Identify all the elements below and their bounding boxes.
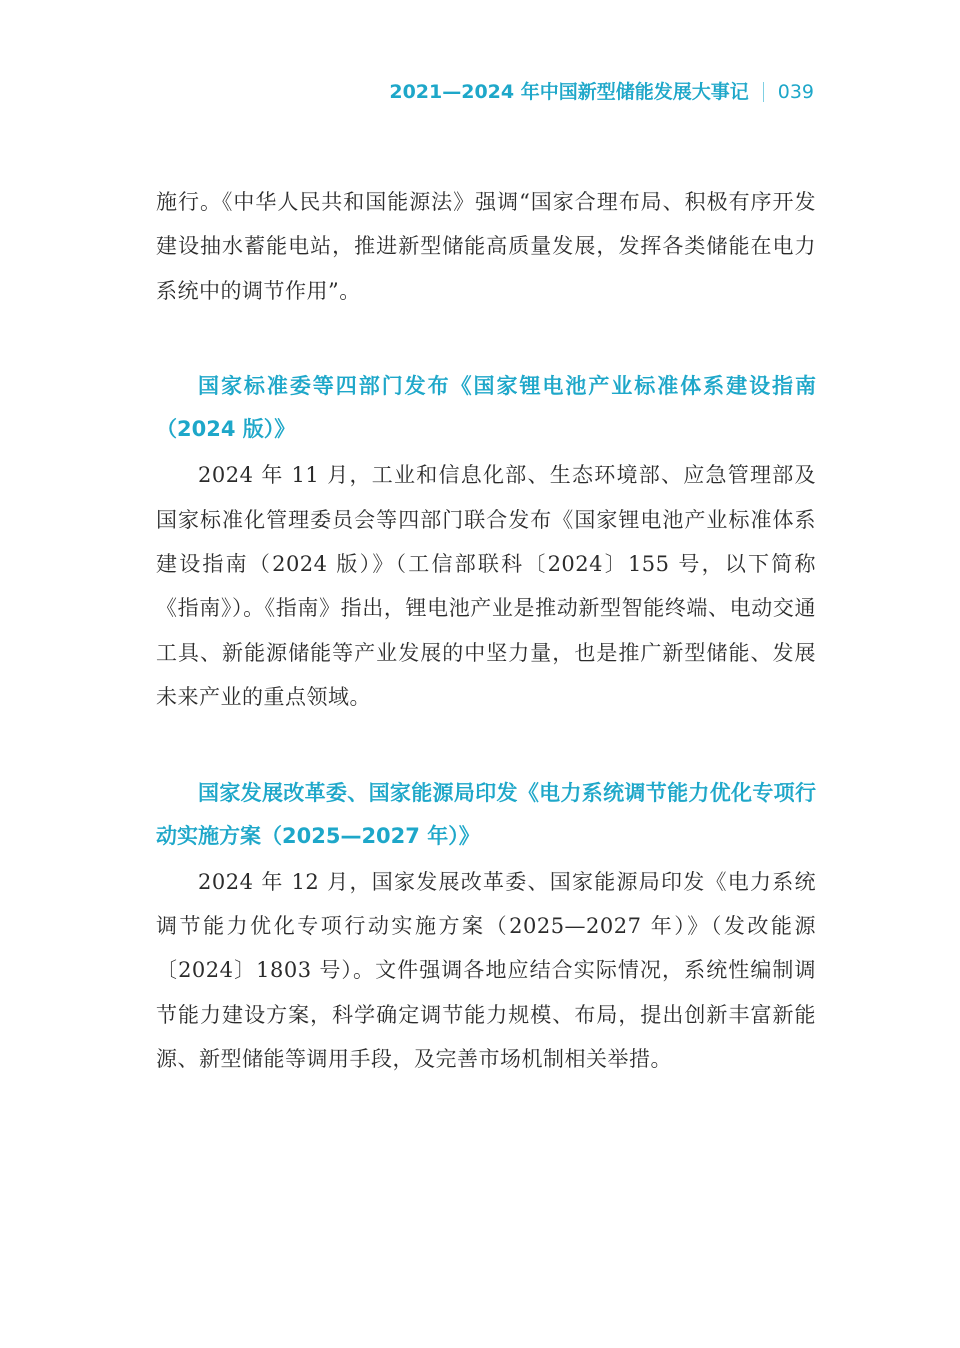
running-header: [389, 78, 814, 106]
section-body: 2024 年 11 月，工业和信息化部、生态环境部、应急管理部及国家标准化管理委员会等四部门联合发布《国家锂电池产业标准体系建设指南（2024 版）》（工信部联科〔2024〕155 号，以下简称《指南》）。《指南》指出，锂电池产业是推动新型智能终端、电动交通工具、新能源储能等产业发展的中坚力量，也是推广新型储能、发展未来产业的重点领域。: [156, 463, 816, 710]
header-divider: [763, 82, 764, 102]
header-title: 2021—2024 年中国新型储能发展大事记: [389, 81, 749, 103]
page-body: [156, 180, 816, 1082]
section-heading: 国家标准委等四部门发布《国家锂电池产业标准体系建设指南（2024 版）》: [156, 374, 816, 442]
section-body: 2024 年 12 月，国家发展改革委、国家能源局印发《电力系统调节能力优化专项行动实施方案（2025—2027 年）》（发改能源〔2024〕1803 号）。文件强调各地应结合实际情况，系统性编制调节能力建设方案，科学确定调节能力规模、布局，提出创新丰富新能源、新型储能等调用手段，及完善市场机制相关举措。: [156, 869, 816, 1072]
page-number: 039: [777, 81, 814, 103]
section-regulation-capacity-plan: [156, 772, 816, 1082]
section-heading: 国家发展改革委、国家能源局印发《电力系统调节能力优化专项行动实施方案（2025—2027 年）》: [156, 780, 816, 848]
intro-paragraph: 施行。《中华人民共和国能源法》强调“国家合理布局、积极有序开发建设抽水蓄能电站，推进新型储能高质量发展，发挥各类储能在电力系统中的调节作用”。: [156, 190, 816, 303]
section-lithium-battery-standard: [156, 365, 816, 719]
